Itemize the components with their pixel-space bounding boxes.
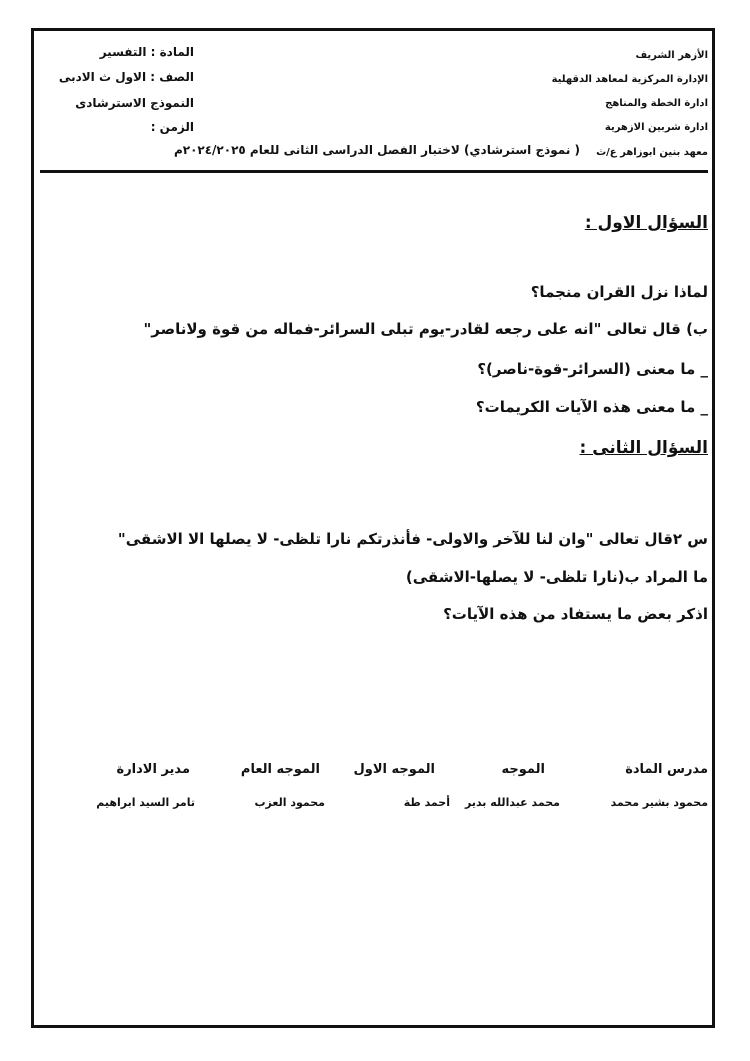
signature-title: الموجه — [501, 762, 545, 777]
signature-title: الموجه الاول — [353, 762, 435, 777]
question2-line: اذكر بعض ما يستفاد من هذه الآيات؟ — [443, 605, 708, 623]
signature-title: مدير الادارة — [116, 762, 190, 777]
question1-line: لماذا نزل القران منجما؟ — [530, 283, 708, 301]
signature-name: أحمد طة — [403, 796, 450, 809]
header-time: الزمن : — [150, 120, 194, 134]
header-model: النموذج الاسترشادى — [75, 96, 194, 110]
question2-line: س ٢قال تعالى "وان لنا للآخر والاولى- فأنذرتكم نارا تلظى- لا يصلها الا الاشقى" — [117, 530, 708, 548]
page-frame — [31, 28, 715, 1028]
header-divider — [40, 170, 708, 173]
header-grade: الصف : الاول ث الادبى — [58, 70, 194, 84]
header-institution-line: الأزهر الشريف — [635, 50, 708, 61]
question1-line: _ ما معنى (السرائر-قوة-ناصر)؟ — [477, 360, 708, 378]
signature-name: تامر السيد ابراهيم — [96, 796, 195, 809]
header-institution-line: الإدارة المركزية لمعاهد الدقهلية — [551, 74, 708, 85]
signature-title: مدرس المادة — [625, 762, 708, 777]
header-institution-line: ادارة الخطة والمناهج — [605, 98, 708, 109]
exam-title: ( نموذج استرشادي) لاختبار الفصل الدراسى الثانى للعام ٢٠٢٤/٢٠٢٥م — [173, 143, 580, 157]
question1-line: ب) قال تعالى "انه على رجعه لقادر-يوم تبلى السرائر-فماله من قوة ولاناصر" — [143, 320, 708, 338]
question1-title: السؤال الاول : — [584, 213, 708, 233]
signature-name: محمد عبدالله بدير — [464, 796, 560, 809]
header-subject: المادة : التفسير — [99, 45, 194, 59]
signature-name: محمود العزب — [254, 796, 325, 809]
signature-title: الموجه العام — [240, 762, 320, 777]
question2-line: ما المراد ب(نارا تلظى- لا يصلها-الاشقى) — [405, 568, 708, 586]
header-institution-line: معهد بنين ابوزاهر ع/ث — [596, 147, 708, 158]
question2-title: السؤال الثانى : — [579, 438, 708, 458]
question1-line: _ ما معنى هذه الآيات الكريمات؟ — [475, 398, 708, 416]
header-institution-line: ادارة شربين الازهرية — [604, 122, 708, 133]
signature-name: محمود بشير محمد — [610, 796, 708, 809]
